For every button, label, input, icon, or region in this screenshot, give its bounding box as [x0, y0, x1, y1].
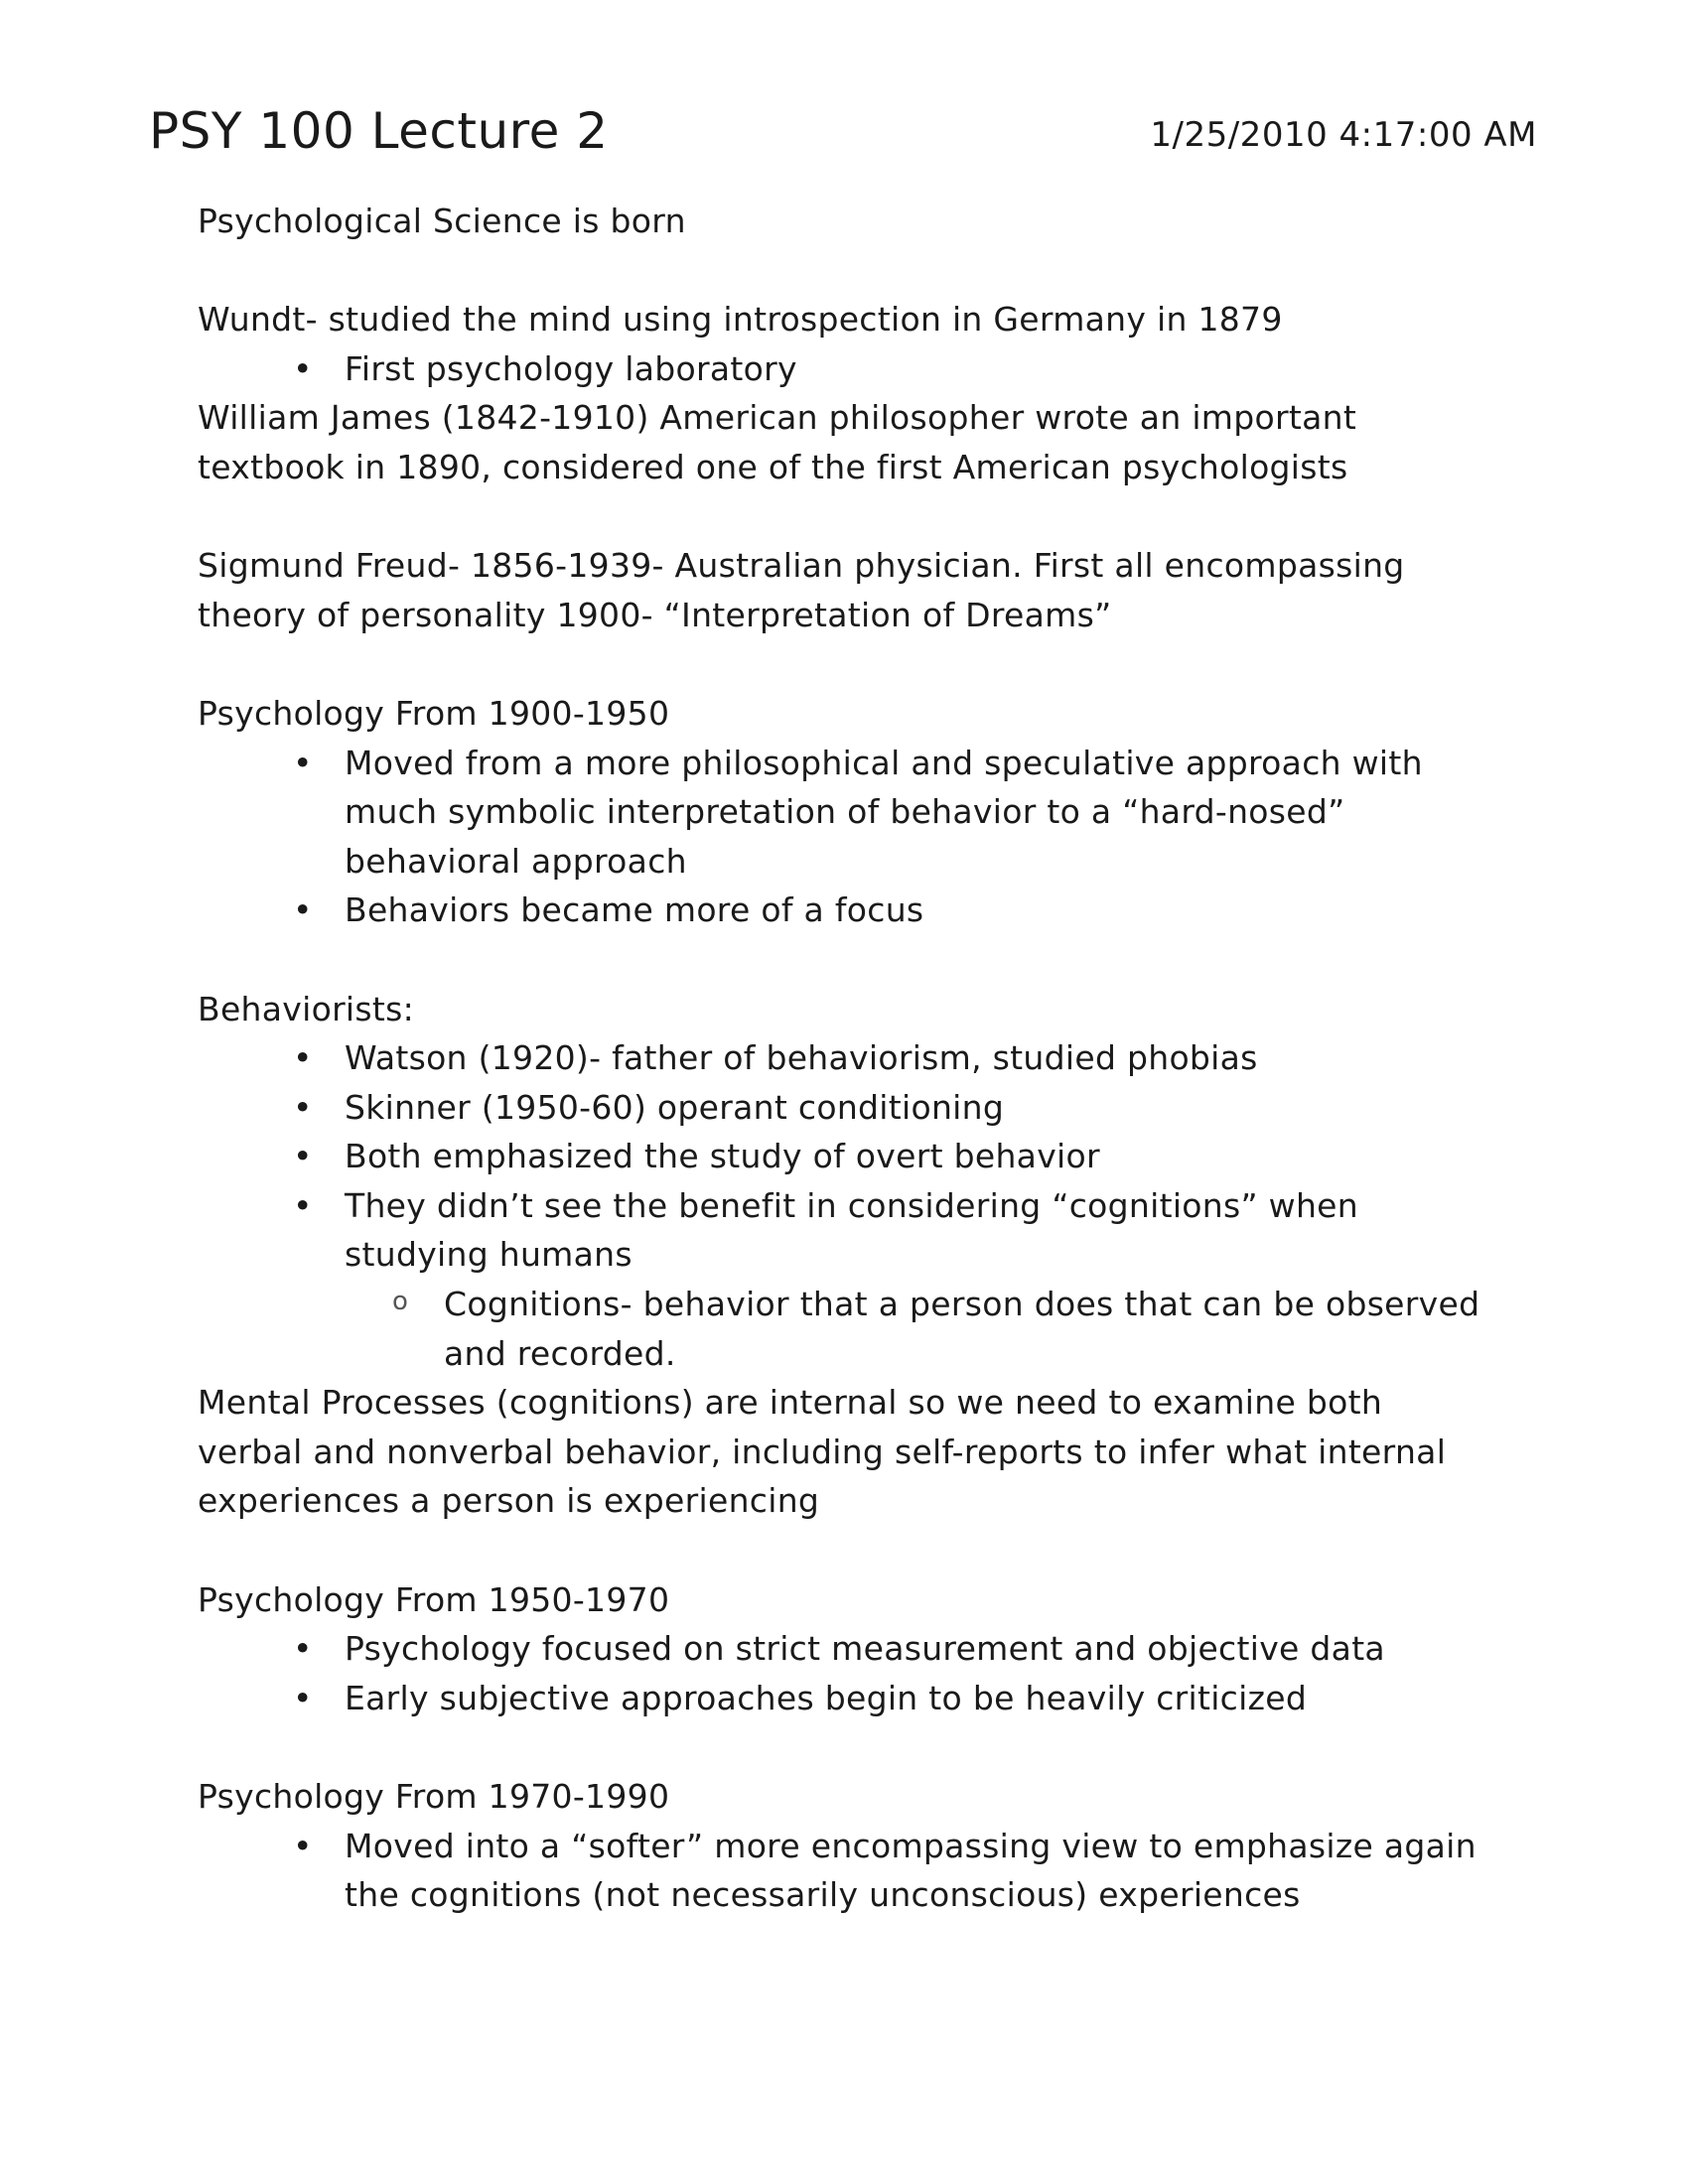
section-1900-bullet-2: • Behaviors became more of a focus [198, 886, 1548, 935]
james-paragraph-line-2: textbook in 1890, considered one of the first American psychologists [198, 447, 1348, 486]
bullet-text-line: They didn’t see the benefit in considering “cognitions” when [345, 1185, 1359, 1225]
wundt-paragraph: Wundt- studied the mind using introspection in Germany in 1879 [198, 300, 1283, 340]
document-title: PSY 100 Lecture 2 [149, 102, 609, 160]
bullet-text-line: Moved into a “softer” more encompassing view to emphasize again [345, 1826, 1477, 1865]
behaviorists-subbullet [198, 1280, 1548, 1378]
bullet-text-line: the cognitions (not necessarily unconscious) experiences [345, 1875, 1301, 1915]
freud-paragraph-line-1: Sigmund Freud- 1856-1939- Australian physician. First all encompassing [198, 546, 1405, 586]
section-1900-bullet-1 [198, 739, 1548, 887]
behaviorists-bullet-4 [198, 1181, 1548, 1280]
wundt-bullet: • First psychology laboratory [198, 344, 1548, 394]
mental-processes-line-3: experiences a person is experiencing [198, 1481, 820, 1521]
document-body [198, 197, 1548, 1920]
spacer [198, 1722, 1548, 1772]
document-timestamp: 1/25/2010 4:17:00 AM [1150, 115, 1537, 155]
behaviorists-bullet-1: • Watson (1920)- father of behaviorism, studied phobias [198, 1033, 1548, 1083]
freud-paragraph-line-2: theory of personality 1900- “Interpretation of Dreams” [198, 595, 1112, 634]
subbullet-text-line: and recorded. [444, 1333, 676, 1373]
bullet-text-line: much symbolic interpretation of behavior to a “hard-nosed” [345, 792, 1345, 832]
intro-heading: Psychological Science is born [198, 202, 686, 240]
section-1950-bullet-1: • Psychology focused on strict measurement and objective data [198, 1624, 1548, 1674]
bullet-text-line: Moved from a more philosophical and speculative approach with [345, 743, 1423, 782]
mental-processes-line-2: verbal and nonverbal behavior, including self-reports to infer what internal [198, 1432, 1447, 1471]
behaviorists-bullet-2: • Skinner (1950-60) operant conditioning [198, 1083, 1548, 1133]
mental-processes-line-1: Mental Processes (cognitions) are internal so we need to examine both [198, 1383, 1383, 1423]
spacer [198, 1526, 1548, 1575]
bullet-text-line: studying humans [345, 1235, 633, 1275]
behaviorists-bullet-3: • Both emphasized the study of overt behavior [198, 1132, 1548, 1181]
james-paragraph-line-1: William James (1842-1910) American philosopher wrote an important [198, 398, 1357, 438]
spacer [198, 935, 1548, 985]
behaviorists-heading: Behaviorists: [198, 989, 415, 1028]
spacer [198, 246, 1548, 296]
spacer [198, 492, 1548, 542]
subbullet-text-line: Cognitions- behavior that a person does that can be observed [444, 1285, 1480, 1324]
bullet-text-line: behavioral approach [345, 841, 687, 881]
section-1950-heading: Psychology From 1950-1970 [198, 1579, 670, 1619]
section-1900-heading: Psychology From 1900-1950 [198, 693, 670, 733]
spacer [198, 639, 1548, 689]
section-1950-bullet-2: • Early subjective approaches begin to be heavily criticized [198, 1674, 1548, 1723]
section-1970-bullet-1 [198, 1822, 1548, 1920]
section-1970-heading: Psychology From 1970-1990 [198, 1777, 670, 1816]
